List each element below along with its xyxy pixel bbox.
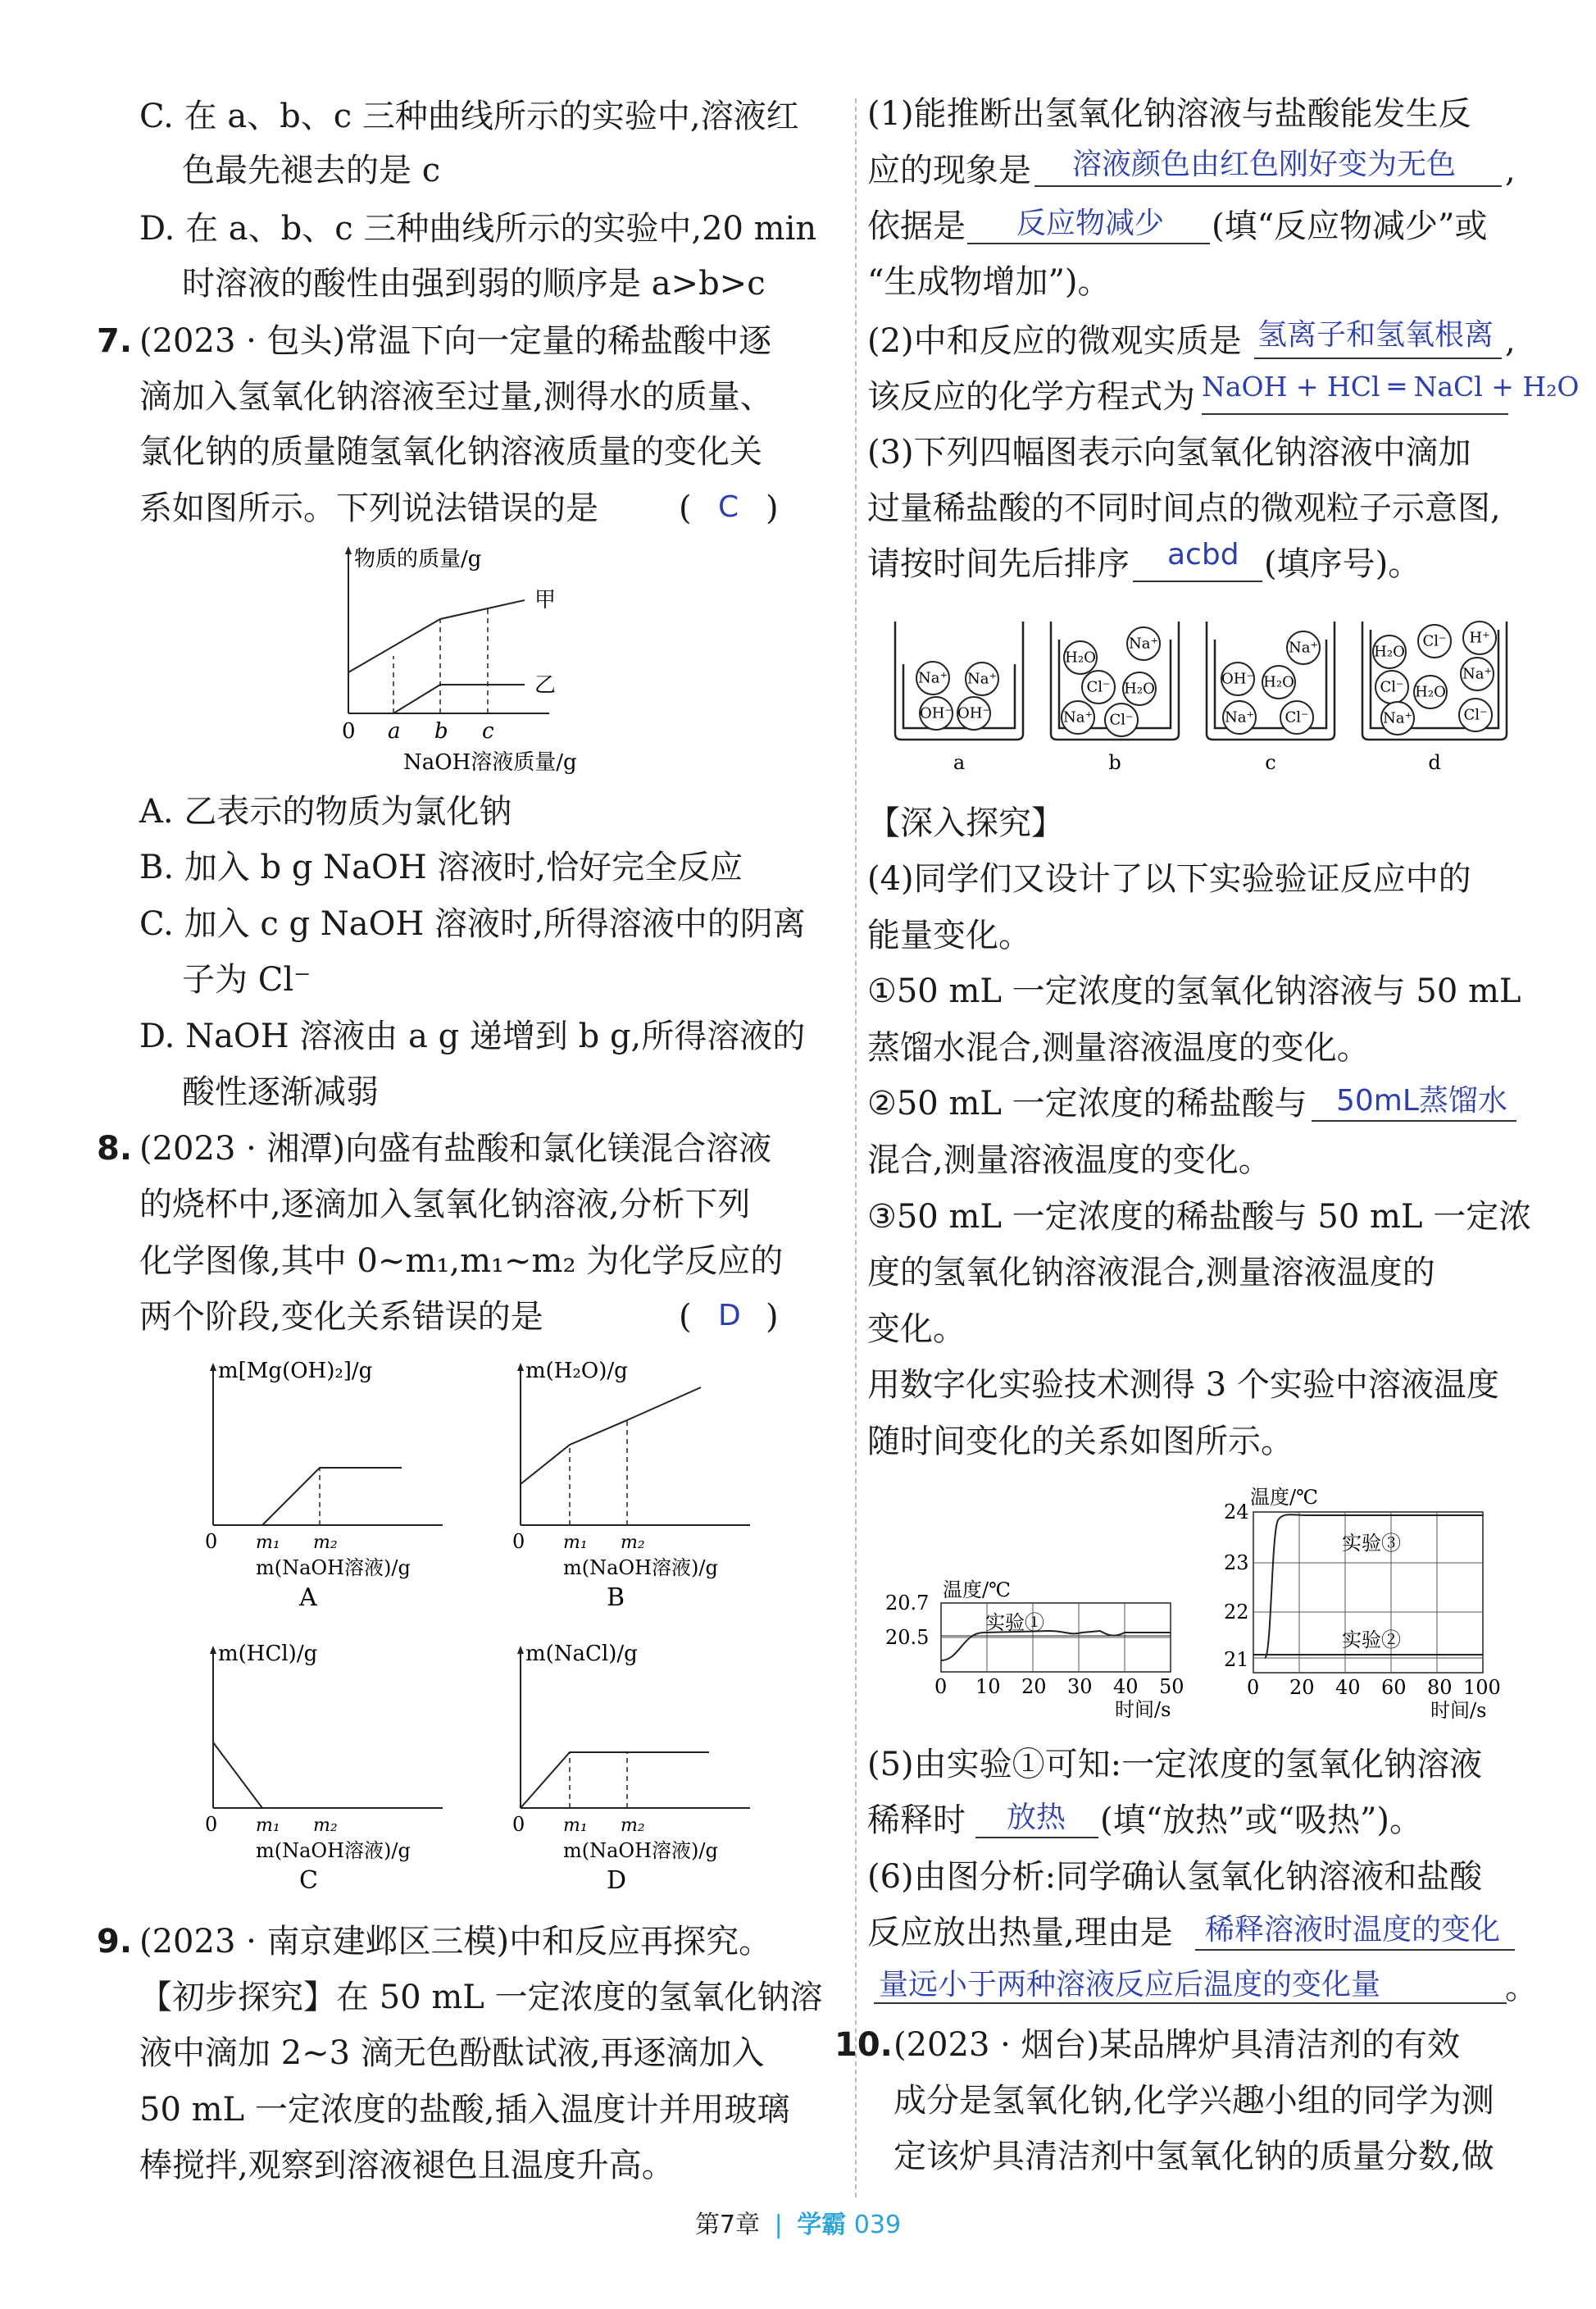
p6-answer-1: 稀释溶液时温度的变化 bbox=[1205, 1913, 1501, 1947]
q8c-y-label: m(HCl)/g bbox=[218, 1642, 318, 1666]
q8d-m1: m₁ bbox=[563, 1815, 588, 1836]
q7-option-d-cont: 酸性逐渐减弱 bbox=[182, 1073, 379, 1111]
p6-line1: (6)由图分析:同学确认氢氧化钠溶液和盐酸 bbox=[867, 1858, 1483, 1896]
exp4-line2: 随时间变化的关系如图所示。 bbox=[867, 1423, 1294, 1460]
q7-answer: C bbox=[718, 490, 739, 524]
q6-option-c: C. 在 a、b、c 三种曲线所示的实验中,溶液红 bbox=[139, 98, 799, 135]
beakers-figure bbox=[885, 607, 1525, 783]
p1-line3: 依据是 bbox=[867, 207, 966, 245]
q7-bracket-left: ( bbox=[679, 490, 692, 527]
q8b-line bbox=[521, 1387, 701, 1484]
q7-series-yi-label: 乙 bbox=[534, 673, 557, 698]
p2-line2: 该反应的化学方程式为 bbox=[867, 378, 1195, 416]
q8a-label: A bbox=[299, 1583, 317, 1612]
p5-line2: 稀释时 bbox=[867, 1801, 966, 1839]
beaker-a-particle-4-label: OH⁻ bbox=[957, 704, 990, 722]
column-divider bbox=[855, 98, 857, 2197]
beaker-d bbox=[1362, 622, 1507, 774]
beaker-c-particle-1-label: Na⁺ bbox=[1289, 639, 1318, 657]
p2-line1: (2)中和反应的微观实质是 bbox=[867, 322, 1242, 360]
p1-line2: 应的现象是 bbox=[867, 152, 1031, 189]
q8a-y-arrow bbox=[210, 1363, 216, 1371]
q8b-m2: m₂ bbox=[621, 1533, 645, 1553]
p3-line1: (3)下列四幅图表示向氢氧化钠溶液中滴加 bbox=[867, 434, 1471, 471]
q7-y-label: 物质的质量/g bbox=[354, 547, 482, 572]
q8a-m1: m₁ bbox=[256, 1533, 280, 1553]
tg2-series-exp3: 实验③ bbox=[1342, 1532, 1401, 1555]
exp4-line1: 用数字化实验技术测得 3 个实验中溶液温度 bbox=[867, 1366, 1499, 1404]
p1-comma: , bbox=[1505, 152, 1516, 189]
tg1-xtick-2: 10 bbox=[975, 1675, 1001, 1698]
tg1-xlabel: 时间/s bbox=[1115, 1698, 1171, 1721]
footer-separator: | bbox=[774, 2211, 783, 2239]
tg1-xtick-3: 20 bbox=[1021, 1675, 1047, 1698]
p1-line4: “生成物增加”)。 bbox=[867, 263, 1111, 301]
beaker-d-particle-5-label: Cl⁻ bbox=[1380, 678, 1404, 696]
q8c-y-arrow bbox=[210, 1646, 216, 1654]
q8b-y-label: m(H₂O)/g bbox=[525, 1359, 628, 1383]
q8-stem-2: 的烧杯中,逐滴加入氢氧化钠溶液,分析下列 bbox=[139, 1186, 751, 1223]
p3-answer: acbd bbox=[1167, 538, 1239, 572]
q7-stem-3: 氯化钠的质量随氢氧化钠溶液质量的变化关 bbox=[139, 433, 762, 471]
q8c-m1: m₁ bbox=[256, 1815, 280, 1836]
beaker-a-particle-1-label: Na⁺ bbox=[918, 669, 948, 687]
footer-page-number: 039 bbox=[853, 2211, 902, 2239]
tg1-xtick-6: 50 bbox=[1159, 1675, 1184, 1698]
beaker-c bbox=[1207, 622, 1335, 774]
q7-x-label: NaOH溶液质量/g bbox=[403, 750, 577, 775]
p6-period: 。 bbox=[1505, 1969, 1538, 2006]
q7-y-arrow bbox=[345, 546, 352, 554]
p4-line1: (4)同学们又设计了以下实验验证反应中的 bbox=[867, 860, 1471, 898]
q7-stem-4: 系如图所示。下列说法错误的是 bbox=[139, 490, 598, 527]
q8a-y-label: m[Mg(OH)₂]/g bbox=[218, 1359, 373, 1383]
beaker-c-particle-3-label: H₂O bbox=[1263, 673, 1294, 691]
tg2-ytick-4: 21 bbox=[1224, 1648, 1249, 1671]
tg2-xtick-3: 40 bbox=[1335, 1676, 1361, 1699]
q8d-x-label: m(NaOH溶液)/g bbox=[563, 1839, 718, 1862]
q8c-line bbox=[213, 1742, 262, 1808]
q9-stem-5: 棒搅拌,观察到溶液褪色且温度升高。 bbox=[139, 2147, 675, 2184]
tg2-xtick-6: 100 bbox=[1463, 1676, 1501, 1699]
q8d-origin: 0 bbox=[512, 1813, 525, 1836]
q10-stem-2: 成分是氢氧化钠,化学兴趣小组的同学为测 bbox=[893, 2082, 1494, 2120]
beaker-b-particle-1-label: H₂O bbox=[1065, 649, 1096, 667]
q8-stem-3: 化学图像,其中 0~m₁,m₁~m₂ 为化学反应的 bbox=[139, 1242, 784, 1280]
beaker-c-particle-5-label: Cl⁻ bbox=[1285, 708, 1309, 726]
q10-number: 10. bbox=[834, 2026, 893, 2064]
beaker-b-particle-2-label: Na⁺ bbox=[1129, 635, 1158, 653]
p4-line2: 能量变化。 bbox=[867, 917, 1031, 954]
q8d-m2: m₂ bbox=[621, 1815, 645, 1836]
deep-heading: 【深入探究】 bbox=[867, 804, 1064, 842]
q8-stem-1: (2023 · 湘潭)向盛有盐酸和氯化镁混合溶液 bbox=[139, 1130, 772, 1168]
p1-blank1-line bbox=[1034, 185, 1502, 187]
q7-series-jia-label: 甲 bbox=[534, 588, 557, 613]
beaker-b-particle-6-label: Cl⁻ bbox=[1109, 711, 1134, 729]
beaker-b-particle-5-label: Na⁺ bbox=[1063, 708, 1093, 726]
q7-number: 7. bbox=[97, 322, 133, 360]
q8d-y-arrow bbox=[517, 1646, 524, 1654]
q7-stem-1: (2023 · 包头)常温下向一定量的稀盐酸中逐 bbox=[139, 322, 772, 360]
q7-graph bbox=[328, 541, 598, 779]
q8a-line bbox=[262, 1468, 402, 1525]
tg2-ytick-2: 23 bbox=[1224, 1551, 1249, 1574]
q7-stem-2: 滴加入氢氧化钠溶液至过量,测得水的质量、 bbox=[139, 378, 773, 416]
beaker-d-particle-4-label: Na⁺ bbox=[1462, 665, 1492, 683]
q9-stem-3: 液中滴加 2~3 滴无色酚酞试液,再逐滴加入 bbox=[139, 2034, 765, 2072]
q8c-x-label: m(NaOH溶液)/g bbox=[256, 1839, 411, 1862]
tg1-ytick-2: 20.5 bbox=[885, 1626, 930, 1649]
q9-number: 9. bbox=[97, 1923, 133, 1961]
q8a-x-label: m(NaOH溶液)/g bbox=[256, 1556, 411, 1579]
beaker-d-label: d bbox=[1428, 751, 1441, 774]
q8-graph-a bbox=[197, 1353, 467, 1624]
p1-line3-tail: (填“反应物减少”或 bbox=[1212, 207, 1488, 245]
q8d-line bbox=[521, 1752, 709, 1808]
q8-graph-d bbox=[504, 1636, 775, 1906]
beaker-b-label: b bbox=[1108, 751, 1121, 774]
p3-line3: 请按时间先后排序 bbox=[867, 545, 1130, 583]
q7-series-jia-line bbox=[348, 600, 525, 672]
q7-series-yi-line bbox=[348, 685, 525, 713]
q10-stem-3: 定该炉具清洁剂中氢氧化钠的质量分数,做 bbox=[893, 2138, 1494, 2175]
q8-answer: D bbox=[718, 1299, 741, 1332]
q7-origin: 0 bbox=[342, 719, 356, 744]
q7-tick-a: a bbox=[388, 719, 401, 744]
q8-bracket-left: ( bbox=[679, 1298, 692, 1336]
q9-stem-1: (2023 · 南京建邺区三模)中和反应再探究。 bbox=[139, 1923, 772, 1961]
p1-answer-1: 溶液颜色由红色刚好变为无色 bbox=[1072, 148, 1457, 181]
beaker-a bbox=[895, 622, 1023, 774]
q6-option-c-cont: 色最先褪去的是 c bbox=[182, 152, 441, 189]
p5-answer: 放热 bbox=[1007, 1801, 1066, 1834]
q8-stem-4: 两个阶段,变化关系错误的是 bbox=[139, 1298, 543, 1336]
q8-graph-c bbox=[197, 1636, 467, 1906]
q8b-origin: 0 bbox=[512, 1530, 525, 1553]
p6-line2: 反应放出热量,理由是 bbox=[867, 1914, 1173, 1951]
p5-line1: (5)由实验①可知:一定浓度的氢氧化钠溶液 bbox=[867, 1746, 1483, 1783]
q8-graph-b bbox=[504, 1353, 775, 1624]
footer-brand: 学霸 bbox=[797, 2211, 847, 2239]
p2-answer-1: 氢离子和氢氧根离 bbox=[1257, 318, 1494, 352]
tg1-xtick-1: 0 bbox=[934, 1675, 948, 1698]
q8d-label: D bbox=[607, 1866, 627, 1895]
beaker-b-particle-3-label: Cl⁻ bbox=[1086, 678, 1111, 696]
exp1-line1: ①50 mL 一定浓度的氢氧化钠溶液与 50 mL bbox=[867, 972, 1521, 1010]
beaker-a-particle-3-label: OH⁻ bbox=[920, 704, 953, 722]
beaker-d-particle-8-label: Cl⁻ bbox=[1463, 706, 1488, 724]
q8b-x-label: m(NaOH溶液)/g bbox=[563, 1556, 718, 1579]
q8-bracket-right: ) bbox=[766, 1298, 779, 1336]
p6-answer-2: 量远小于两种溶液反应后温度的变化量 bbox=[879, 1968, 1381, 2002]
exp3-line2: 度的氢氧化钠溶液混合,测量溶液温度的 bbox=[867, 1254, 1435, 1291]
tg2-xtick-4: 60 bbox=[1381, 1676, 1407, 1699]
exp3-line1: ③50 mL 一定浓度的稀盐酸与 50 mL 一定浓 bbox=[867, 1198, 1532, 1236]
p5-line2-tail: (填“放热”或“吸热”)。 bbox=[1100, 1801, 1423, 1839]
p3-line2: 过量稀盐酸的不同时间点的微观粒子示意图, bbox=[867, 490, 1501, 527]
q8c-label: C bbox=[299, 1866, 318, 1895]
tg1-xtick-5: 40 bbox=[1113, 1675, 1139, 1698]
exp3-line3: 变化。 bbox=[867, 1310, 966, 1348]
beaker-c-particle-4-label: Na⁺ bbox=[1225, 708, 1254, 726]
p1-answer-2: 反应物减少 bbox=[1016, 207, 1165, 240]
tg1-ytick-1: 20.7 bbox=[885, 1592, 930, 1614]
beaker-d-particle-1-label: H₂O bbox=[1374, 643, 1405, 661]
q8b-m1: m₁ bbox=[563, 1533, 588, 1553]
beaker-a-label: a bbox=[953, 751, 966, 774]
p2-blank2-line bbox=[1202, 413, 1508, 415]
q8b-y-arrow bbox=[517, 1363, 524, 1371]
q8c-origin: 0 bbox=[205, 1813, 218, 1836]
tg1-series: 实验① bbox=[985, 1611, 1044, 1634]
beaker-d-particle-6-label: H₂O bbox=[1415, 683, 1446, 701]
q7-option-c: C. 加入 c g NaOH 溶液时,所得溶液中的阴离 bbox=[139, 905, 806, 943]
exp2-line1: ②50 mL 一定浓度的稀盐酸与 bbox=[867, 1085, 1307, 1123]
q8d-y-label: m(NaCl)/g bbox=[525, 1642, 638, 1666]
tg1-xtick-4: 30 bbox=[1067, 1675, 1093, 1698]
tg2-xtick-5: 80 bbox=[1427, 1676, 1453, 1699]
q10-stem-1: (2023 · 烟台)某品牌炉具清洁剂的有效 bbox=[893, 2026, 1461, 2064]
tg2-xlabel: 时间/s bbox=[1430, 1699, 1487, 1722]
exp2-line2: 混合,测量溶液温度的变化。 bbox=[867, 1141, 1271, 1179]
exp2-blank-line bbox=[1312, 1120, 1516, 1122]
p3-line3-tail: (填序号)。 bbox=[1264, 545, 1421, 583]
q7-option-c-cont: 子为 Cl⁻ bbox=[182, 961, 311, 999]
beaker-d-particle-3-label: H⁺ bbox=[1469, 629, 1490, 647]
p2-answer-equation: NaOH + HCl ═ NaCl + H₂O bbox=[1202, 371, 1580, 403]
q8a-m2: m₂ bbox=[313, 1533, 338, 1553]
beaker-c-label: c bbox=[1265, 751, 1276, 774]
q9-stem-4: 50 mL 一定浓度的盐酸,插入温度计并用玻璃 bbox=[139, 2091, 790, 2129]
p2-blank1-line bbox=[1254, 358, 1502, 359]
tg2-xtick-2: 20 bbox=[1289, 1676, 1315, 1699]
q8-number: 8. bbox=[97, 1130, 133, 1168]
q7-tick-b: b bbox=[434, 719, 448, 744]
tg2-ytick-3: 22 bbox=[1224, 1601, 1249, 1624]
tg2-ytick-1: 24 bbox=[1224, 1501, 1249, 1523]
beaker-c-particle-2-label: OH⁻ bbox=[1221, 670, 1254, 688]
q6-option-d-cont: 时溶液的酸性由强到弱的顺序是 a>b>c bbox=[182, 265, 766, 303]
beaker-b bbox=[1051, 622, 1179, 774]
tg2-ylabel: 温度/℃ bbox=[1250, 1486, 1318, 1509]
p2-comma: , bbox=[1505, 322, 1516, 360]
page-footer bbox=[0, 2204, 1596, 2240]
tg1-ylabel: 温度/℃ bbox=[943, 1578, 1011, 1601]
beaker-d-particle-7-label: Na⁺ bbox=[1383, 709, 1412, 727]
p5-blank-line bbox=[975, 1837, 1098, 1838]
q9-stem-2: 【初步探究】在 50 mL 一定浓度的氢氧化钠溶 bbox=[139, 1979, 823, 2016]
p1-blank2-line bbox=[967, 243, 1210, 244]
p3-blank-line bbox=[1133, 581, 1262, 582]
beaker-a-particle-2-label: Na⁺ bbox=[967, 670, 997, 688]
q8a-origin: 0 bbox=[205, 1530, 218, 1553]
beaker-b-particle-4-label: H₂O bbox=[1124, 680, 1155, 698]
exp2-answer: 50mL蒸馏水 bbox=[1336, 1084, 1507, 1118]
tg2-series-exp2: 实验② bbox=[1342, 1628, 1401, 1651]
q7-bracket-right: ) bbox=[766, 490, 779, 527]
footer-chapter: 第7章 bbox=[694, 2211, 761, 2239]
q7-option-b: B. 加入 b g NaOH 溶液时,恰好完全反应 bbox=[139, 849, 743, 886]
p6-blank-line-1 bbox=[1195, 1949, 1515, 1951]
p1-line1: (1)能推断出氢氧化钠溶液与盐酸能发生反 bbox=[867, 95, 1471, 133]
tg1-curve bbox=[941, 1631, 1171, 1660]
temp-graph-2 bbox=[1217, 1484, 1529, 1730]
q7-option-d: D. NaOH 溶液由 a g 递增到 b g,所得溶液的 bbox=[139, 1018, 806, 1055]
temp-graph-1 bbox=[885, 1578, 1197, 1726]
tg2-xtick-1: 0 bbox=[1247, 1676, 1260, 1699]
q8c-m2: m₂ bbox=[313, 1815, 338, 1836]
beaker-d-particle-2-label: Cl⁻ bbox=[1422, 632, 1447, 650]
q8b-label: B bbox=[607, 1583, 625, 1612]
q7-option-a: A. 乙表示的物质为氯化钠 bbox=[139, 793, 512, 831]
q6-option-d: D. 在 a、b、c 三种曲线所示的实验中,20 min bbox=[139, 210, 817, 248]
exp1-line2: 蒸馏水混合,测量溶液温度的变化。 bbox=[867, 1029, 1370, 1067]
q7-tick-c: c bbox=[482, 719, 494, 744]
